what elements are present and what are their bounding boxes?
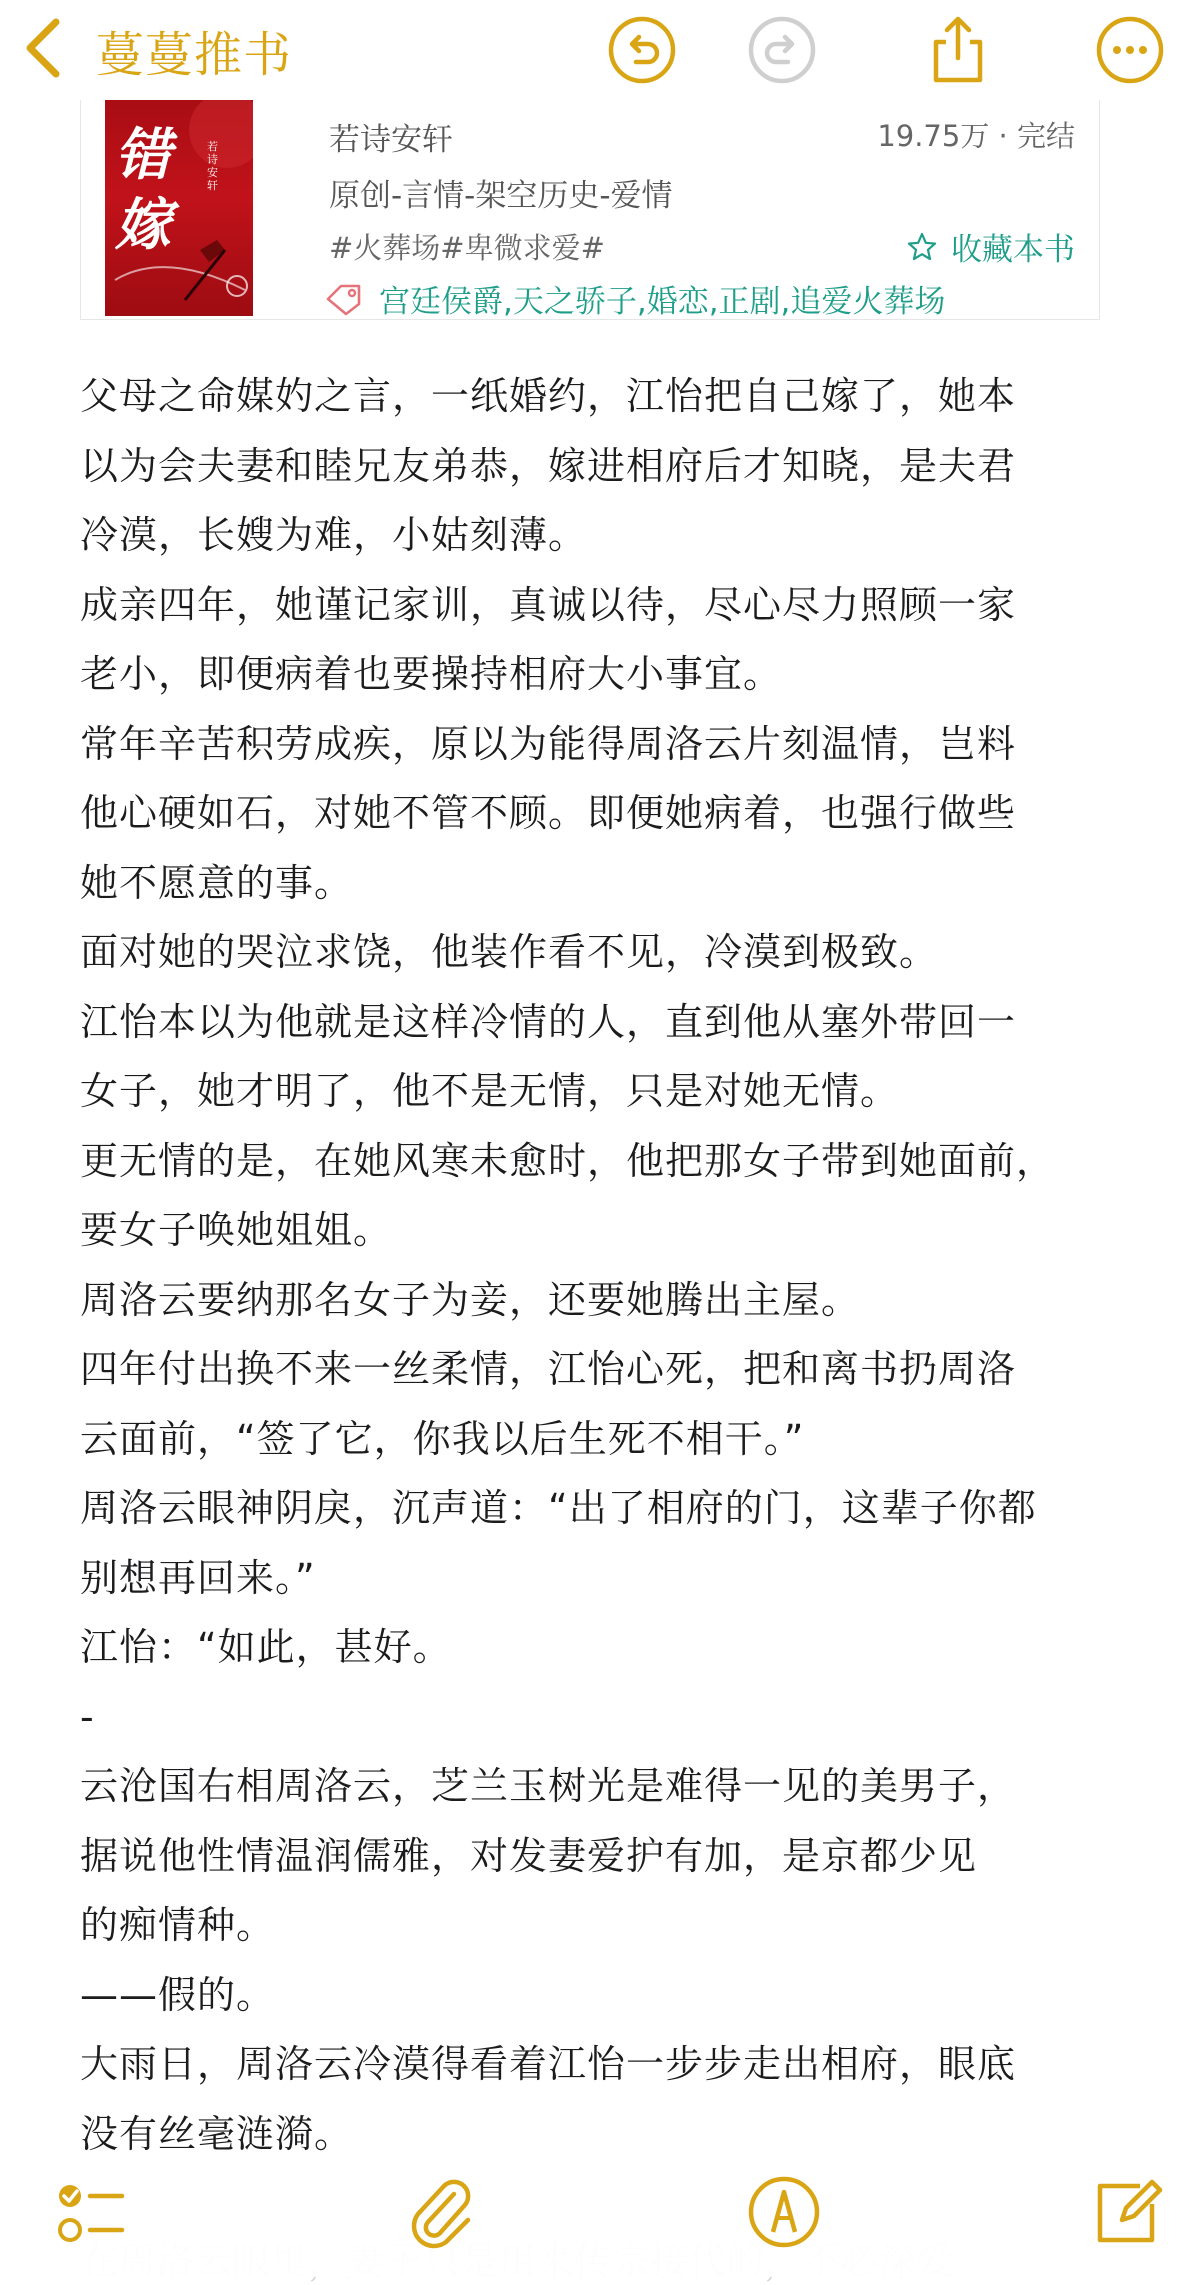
body-text-line: ——假的。 <box>80 1972 276 2017</box>
body-text-line: 江怡本以为他就是这样冷情的人，直到他从塞外带回一 <box>80 999 1017 1044</box>
tag-icon <box>325 282 363 316</box>
more-button[interactable] <box>1094 14 1166 86</box>
note-body[interactable] <box>80 362 1120 2152</box>
checklist-button[interactable] <box>50 2172 130 2252</box>
compose-icon <box>1086 2172 1166 2252</box>
body-text-line: 以为会夫妻和睦兄友弟恭，嫁进相府后才知晓，是夫君 <box>80 443 1017 488</box>
body-text-line: 面对她的哭泣求饶，他装作看不见，冷漠到极致。 <box>80 930 939 974</box>
checklist-icon <box>50 2172 130 2252</box>
body-text-line: 的痴情种。 <box>80 1903 276 1947</box>
star-icon <box>907 232 937 262</box>
markup-icon <box>744 2172 824 2252</box>
top-navigation-bar <box>0 0 1179 100</box>
body-text-line: 她不愿意的事。 <box>80 860 354 905</box>
body-text-line: 冷漠，长嫂为难，小姑刻薄。 <box>80 513 588 557</box>
cover-caption: 若诗安轩 <box>207 140 218 192</box>
body-text-line: 他心硬如石，对她不管不顾。即便她病着，也强行做些 <box>80 791 1017 835</box>
favorite-label: 收藏本书 <box>951 232 1075 268</box>
more-icon <box>1094 14 1166 86</box>
body-text-line: 成亲四年，她谨记家训，真诚以待，尽心尽力照顾一家 <box>80 582 1017 627</box>
body-text-line: 云沧国右相周洛云，芝兰玉树光是难得一见的美男子， <box>80 1764 1017 1808</box>
share-button[interactable] <box>922 14 994 86</box>
compose-button[interactable] <box>1086 2172 1166 2252</box>
body-text-line: 据说他性情温润儒雅，对发妻爱护有加，是京都少见 <box>80 1833 978 1878</box>
cover-title: 错嫁 <box>115 122 171 258</box>
back-button[interactable] <box>22 12 292 88</box>
back-label: 蔓蔓推书 <box>96 26 293 83</box>
body-text-line: 别想再回来。” <box>80 1555 316 1600</box>
redo-icon <box>746 14 818 86</box>
book-info-card[interactable] <box>80 100 1100 320</box>
attachment-icon <box>402 2172 482 2252</box>
body-text-line: 父母之命媒妁之言，一纸婚约，江怡把自己嫁了，她本 <box>80 374 1017 418</box>
body-text-line: - <box>80 1694 95 1739</box>
markup-button[interactable] <box>744 2172 824 2252</box>
favorite-button[interactable] <box>907 224 1075 269</box>
body-text-line: 云面前，“签了它，你我以后生死不相干。” <box>80 1416 805 1461</box>
book-cover[interactable] <box>105 100 253 316</box>
book-genre: 原创-言情-架空历史-爱情 <box>329 178 673 214</box>
redo-button[interactable] <box>746 14 818 86</box>
tags-row <box>325 276 945 321</box>
chevron-left-icon <box>22 16 66 84</box>
body-text-line: 常年辛苦积劳成疾，原以为能得周洛云片刻温情，岂料 <box>80 721 1017 766</box>
body-text-line: 没有丝毫涟漪。 <box>80 2111 354 2152</box>
share-icon <box>922 14 994 86</box>
body-text-line: 老小，即便病着也要操持相府大小事宜。 <box>80 652 783 696</box>
body-text-line: 四年付出换不来一丝柔情，江怡心死，把和离书扔周洛 <box>80 1347 1017 1391</box>
body-text-line: 要女子唤她姐姐。 <box>80 1208 393 1252</box>
book-stats: 19.75万 · 完结 <box>877 119 1075 153</box>
undo-button[interactable] <box>606 14 678 86</box>
book-topics: #火葬场#卑微求爱# <box>329 231 605 265</box>
body-text-line: 女子，她才明了，他不是无情，只是对她无情。 <box>80 1069 900 1113</box>
body-text-line: 大雨日，周洛云冷漠得看着江怡一步步走出相府，眼底 <box>80 2042 1017 2086</box>
undo-icon <box>606 14 678 86</box>
attachment-button[interactable] <box>402 2172 482 2252</box>
tags-text[interactable]: 宫廷侯爵,天之骄子,婚恋,正剧,追爱火葬场 <box>379 284 946 320</box>
body-text-line: 江怡：“如此，甚好。 <box>80 1625 452 1669</box>
body-text-line: 更无情的是，在她风寒未愈时，他把那女子带到她面前， <box>80 1138 1056 1183</box>
body-text-line: 周洛云眼神阴戾，沉声道：“出了相府的门，这辈子你都 <box>80 1486 1037 1530</box>
body-text-line: 周洛云要纳那名女子为妾，还要她腾出主屋。 <box>80 1277 861 1322</box>
bottom-toolbar <box>0 2160 1179 2277</box>
book-author: 若诗安轩 <box>329 122 453 158</box>
